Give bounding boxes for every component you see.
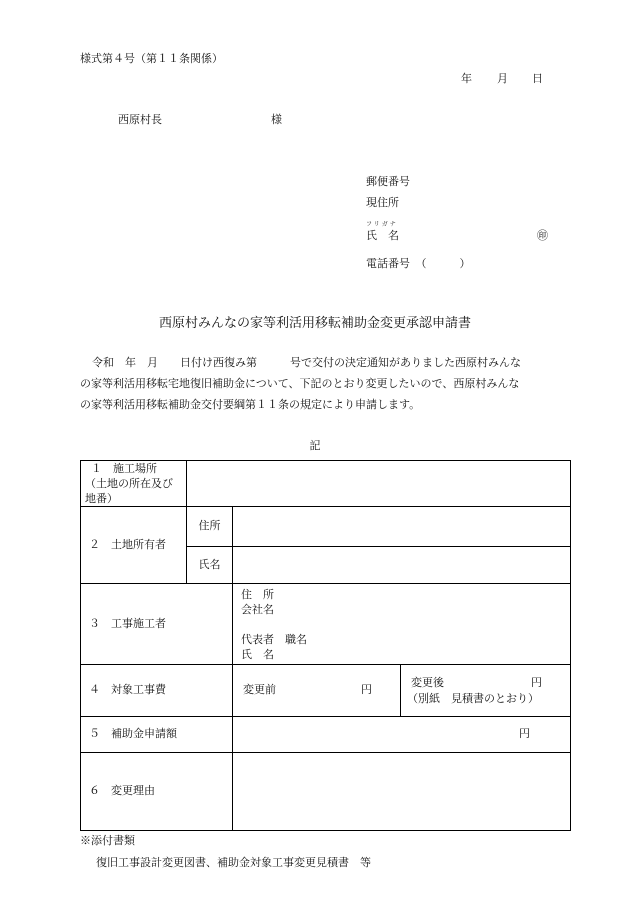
- attachments-list: 復旧工事設計変更図書、補助金対象工事変更見積書 等: [96, 856, 371, 869]
- subsidy-amount-label: ５ 補助金申請額: [89, 727, 177, 741]
- construction-site-label-cell: [81, 461, 187, 507]
- subsidy-amount-unit: 円: [519, 727, 531, 741]
- body-line-1: 令和 年 月 日付け西復み第 号で交付の決定通知がありました西原村みんな: [92, 356, 521, 369]
- landowner-label-cell: [81, 507, 187, 584]
- cost-after-label: 変更後: [411, 676, 444, 689]
- cost-before-cell[interactable]: [233, 665, 401, 717]
- contractor-spacer: [241, 617, 562, 632]
- contractor-label: ３ 工事施工者: [89, 616, 166, 630]
- contractor-address-label: 住 所: [241, 588, 274, 601]
- contractor-representative-title-label: 代表者 職名: [241, 633, 307, 646]
- addressee-name: 西原村長: [118, 113, 162, 126]
- change-reason-value[interactable]: [233, 753, 571, 831]
- furigana-label: フリガナ: [366, 221, 398, 228]
- cost-before-label: 変更前: [243, 683, 276, 696]
- landowner-name-label-cell: [187, 547, 233, 584]
- phone-label: 電話番号 （ ）: [366, 257, 471, 270]
- subsidy-amount-value[interactable]: [233, 717, 571, 753]
- cost-before-unit: 円: [361, 683, 372, 696]
- application-table: [80, 460, 571, 831]
- document-title: 西原村みんなの家等利活用移転補助金変更承認申請書: [158, 316, 471, 331]
- cost-after-cell[interactable]: [401, 665, 571, 717]
- body-paragraph: [80, 352, 580, 415]
- body-line-3: の家等利活用移転補助金交付要綱第１１条の規定により申請します。: [80, 398, 421, 411]
- name-label: 氏 名: [366, 229, 399, 242]
- contractor-representative-name-label: 氏 名: [241, 648, 274, 661]
- contractor-value[interactable]: [233, 584, 571, 665]
- target-cost-label: ４ 対象工事費: [89, 683, 166, 697]
- address-label: 現住所: [366, 196, 399, 209]
- ki-heading: 記: [309, 439, 321, 452]
- attachments-heading: ※添付書類: [80, 834, 135, 847]
- row-landowner-address: [81, 507, 571, 547]
- change-reason-label-cell: [81, 753, 233, 831]
- date-month: 月: [497, 72, 508, 85]
- landowner-address-label: 住所: [198, 519, 221, 533]
- date-year: 年: [461, 72, 472, 85]
- target-cost-label-cell: [81, 665, 233, 717]
- form-id: 様式第４号（第１１条関係）: [80, 52, 223, 65]
- row-target-cost: [81, 665, 571, 717]
- cost-after-unit: 円: [531, 676, 542, 689]
- landowner-label: ２ 土地所有者: [89, 537, 166, 551]
- landowner-name-label: 氏名: [198, 557, 221, 571]
- construction-site-label: １ 施工場所: [91, 462, 157, 475]
- date-day: 日: [532, 72, 543, 85]
- landowner-address-value[interactable]: [233, 507, 571, 547]
- change-reason-label: ６ 変更理由: [89, 784, 155, 798]
- row-construction-site: [81, 461, 571, 507]
- row-subsidy-amount: [81, 717, 571, 753]
- landowner-name-value[interactable]: [233, 547, 571, 584]
- row-contractor: [81, 584, 571, 665]
- subsidy-amount-label-cell: [81, 717, 233, 753]
- body-line-2: の家等利活用移転宅地復旧補助金について、下記のとおり変更したいので、西原村みんな: [80, 377, 520, 390]
- cost-after-note: （別紙 見積書のとおり）: [407, 692, 539, 705]
- contractor-company-label: 会社名: [241, 603, 274, 616]
- landowner-address-label-cell: [187, 507, 233, 547]
- row-change-reason: [81, 753, 571, 831]
- construction-site-sublabel: （土地の所在及び地番）: [85, 477, 173, 505]
- contractor-label-cell: [81, 584, 233, 665]
- postal-code-label: 郵便番号: [366, 175, 410, 188]
- seal-mark: ㊞: [537, 229, 548, 242]
- addressee-honorific: 様: [271, 113, 282, 126]
- construction-site-value[interactable]: [187, 461, 571, 507]
